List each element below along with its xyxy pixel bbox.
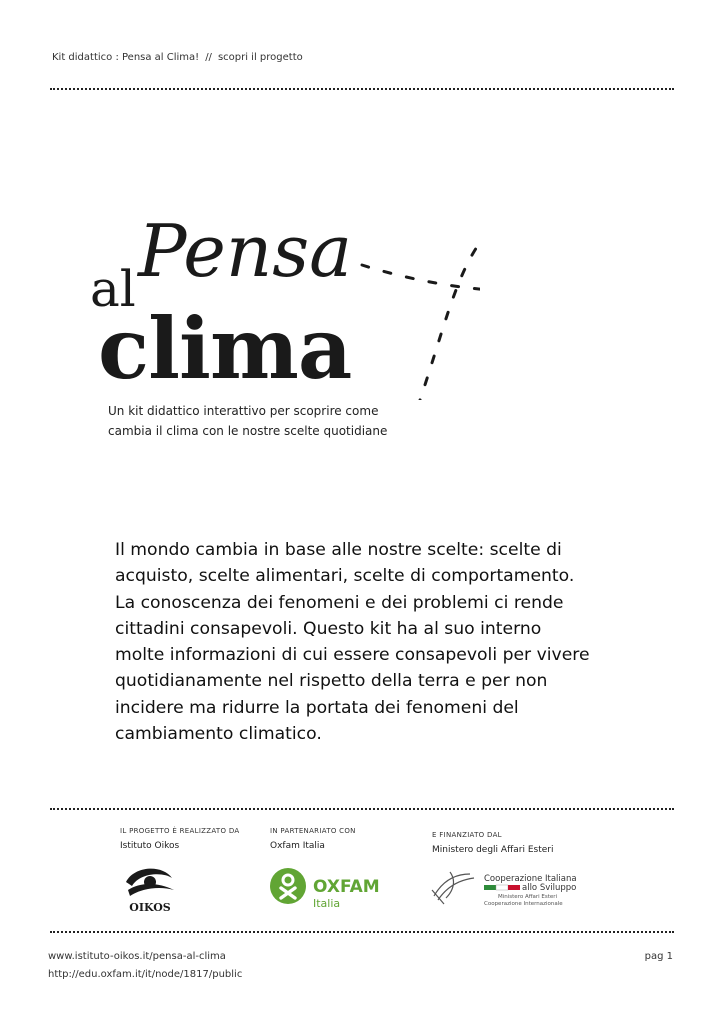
tagline bbox=[108, 401, 428, 441]
partner-name: Oxfam Italia bbox=[270, 841, 325, 851]
oxfam-logo-text: OXFAM bbox=[313, 877, 380, 897]
oxfam-logo-icon bbox=[270, 866, 380, 912]
partner-name: Ministero degli Affari Esteri bbox=[432, 845, 554, 855]
coop-logo-line-4: Cooperazione Internazionale bbox=[484, 901, 563, 907]
page-number: pag 1 bbox=[644, 951, 673, 962]
logo-word-al: al bbox=[90, 260, 136, 318]
header-breadcrumb bbox=[52, 52, 303, 63]
oikos-logo-icon bbox=[118, 860, 182, 914]
top-divider bbox=[50, 88, 674, 90]
partner-oikos bbox=[120, 827, 260, 851]
oikos-logo-text: OIKOS bbox=[129, 901, 171, 914]
partner-ministero bbox=[432, 831, 632, 855]
partner-label: E FINANZIATO DAL bbox=[432, 831, 502, 839]
coop-logo-line-1: Cooperazione Italiana bbox=[484, 874, 577, 884]
cooperazione-logo-icon bbox=[430, 868, 590, 908]
tagline-line-2: cambia il clima con le nostre scelte quotidiane bbox=[108, 424, 388, 438]
partner-label: IL PROGETTO È REALIZZATO DA bbox=[120, 827, 240, 835]
oxfam-logo-subtext: Italia bbox=[313, 897, 341, 910]
footer-url-oikos[interactable]: www.istituto-oikos.it/pensa-al-clima bbox=[48, 951, 226, 962]
project-link[interactable]: scopri il progetto bbox=[217, 52, 303, 63]
partner-name: Istituto Oikos bbox=[120, 841, 180, 851]
partner-label: IN PARTENARIATO CON bbox=[270, 827, 356, 835]
kit-title: Kit didattico : Pensa al Clima! bbox=[52, 52, 200, 63]
pensa-al-clima-logo bbox=[60, 180, 480, 400]
footer-divider bbox=[50, 931, 674, 933]
coop-logo-line-2: allo Sviluppo bbox=[522, 883, 577, 893]
partners-top-divider bbox=[50, 808, 674, 810]
intro-paragraph: Il mondo cambia in base alle nostre scelte: scelte di acquisto, scelte alimentari, scelte di comportamento. La conoscenza dei fenomeni e dei problemi ci rende cittadini consapevoli. Questo kit ha al suo interno molte informazioni di cui essere consapevoli per vivere quotidianamente nel rispetto della terra e per non incidere ma ridurre la portata dei fenomeni del cambiamento climatico. bbox=[115, 540, 590, 745]
logo-word-pensa: Pensa bbox=[138, 209, 353, 293]
footer-url-oxfam[interactable]: http://edu.oxfam.it/it/node/1817/public bbox=[48, 969, 243, 980]
tagline-line-1: Un kit didattico interattivo per scoprire come bbox=[108, 404, 379, 418]
breadcrumb-separator: // bbox=[205, 52, 212, 63]
partner-oxfam bbox=[270, 827, 420, 851]
footer-links bbox=[48, 948, 242, 984]
coop-logo-line-3: Ministero Affari Esteri bbox=[498, 894, 558, 900]
logo-word-clima: clima bbox=[98, 299, 352, 398]
